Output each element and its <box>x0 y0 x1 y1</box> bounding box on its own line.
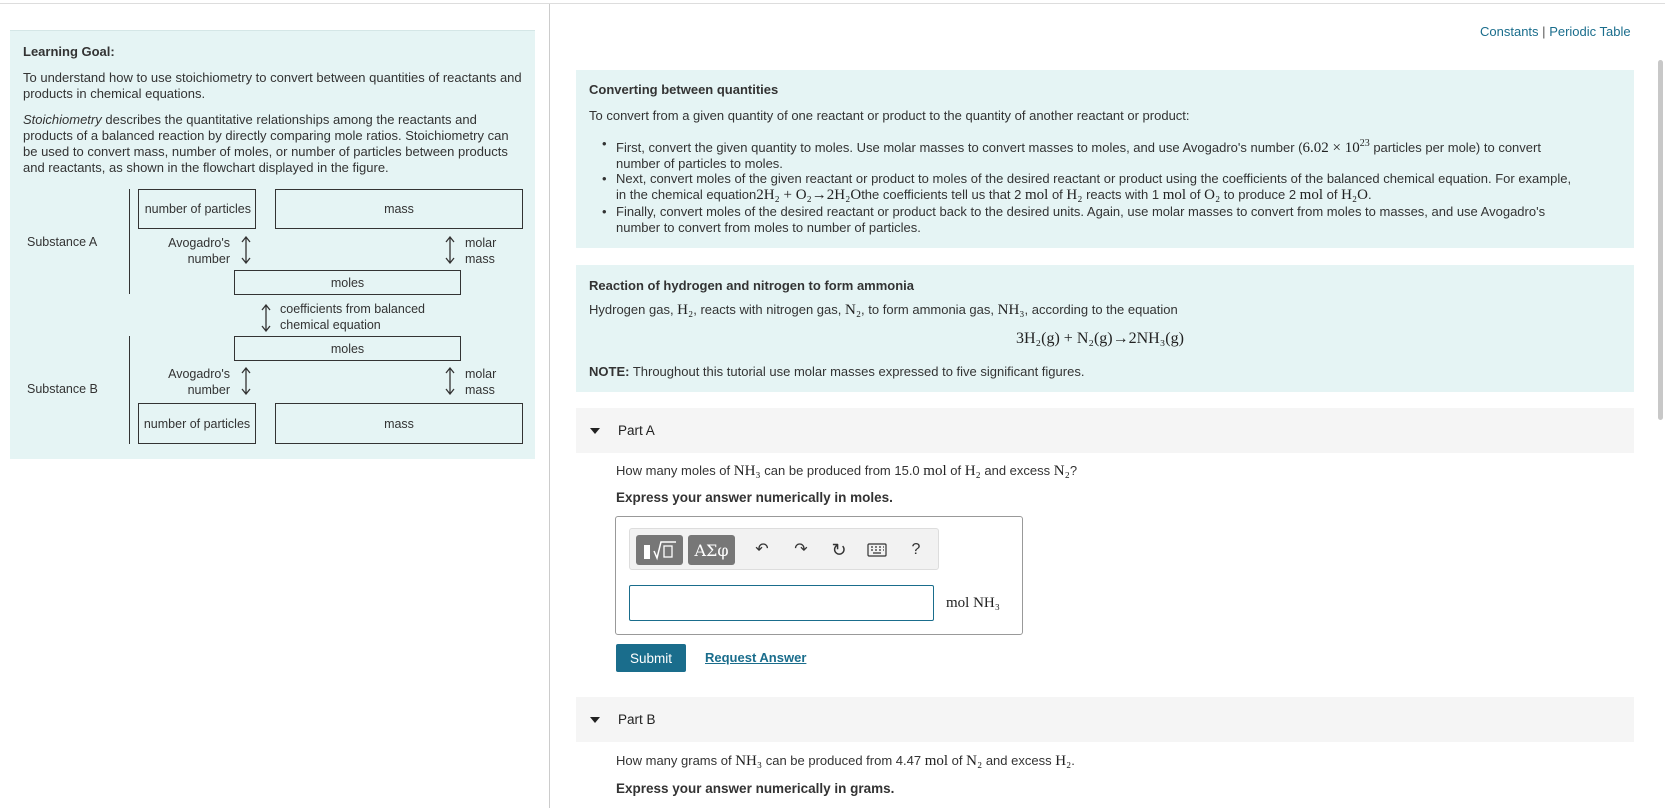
qa-t5: ? <box>1069 463 1078 478</box>
converting-box <box>576 70 1634 248</box>
reaction-title: Reaction of hydrogen and nitrogen to form ammonia <box>589 278 915 293</box>
substance-a-bracket <box>129 189 130 294</box>
qa-t3: of <box>946 463 965 478</box>
mol-unit: mol <box>1025 187 1049 203</box>
part-a-question <box>616 463 1077 480</box>
note-label: NOTE: <box>589 364 630 379</box>
mol-unit: mol <box>1162 187 1187 203</box>
answer-box <box>615 516 1023 635</box>
substance-b-label: Substance B <box>27 382 98 396</box>
part-b-question <box>616 753 1075 770</box>
updown-arrow-icon <box>444 367 456 395</box>
qb-t5: . <box>1071 753 1075 768</box>
bullet-next-t7: . <box>1368 187 1372 202</box>
undo-icon[interactable]: ↶ <box>755 541 769 558</box>
answer-unit: mol NH₃ <box>946 595 1000 611</box>
n2-formula: N₂ <box>844 302 862 318</box>
bullet-next-t5: to produce 2 <box>1220 187 1300 202</box>
greek-button[interactable]: ΑΣφ <box>688 535 735 565</box>
keyboard-icon[interactable] <box>866 539 888 561</box>
qb-t1: How many grams of <box>616 753 736 768</box>
avogadro-number <box>1303 140 1370 156</box>
converting-title: Converting between quantities <box>589 82 779 97</box>
h2-formula: H₂ <box>677 302 694 318</box>
reaction-t1: Hydrogen gas, <box>589 302 678 317</box>
n2-formula: N₂ <box>1053 463 1070 479</box>
nh3-formula: NH₃ <box>733 463 761 479</box>
top-border <box>0 3 1665 4</box>
updown-arrow-icon <box>240 236 252 264</box>
h2-formula: H₂ <box>1066 187 1083 203</box>
constants-link[interactable]: Constants <box>1480 24 1539 39</box>
substance-b-bracket <box>129 336 130 444</box>
answer-input[interactable] <box>629 585 934 621</box>
qa-t4: and excess <box>980 463 1054 478</box>
coefficients-label: coefficients from balanced chemical equation <box>280 302 425 332</box>
stoichiometry-desc: describes the quantitative relationships among the reactants and products of a balanced reaction by directly comparing mole ratios. Stoichiometry can be used to convert mass, number of moles, or number of particles between products and reactants, as shown in the flowchart displayed in the figure. <box>23 112 509 175</box>
part-b-header[interactable] <box>576 697 1634 742</box>
part-b-label: Part B <box>618 712 656 727</box>
substance-a-label: Substance A <box>27 235 98 249</box>
keyboard-glyph <box>867 543 887 557</box>
n2-formula: N₂ <box>966 753 983 769</box>
templates-icon <box>642 539 678 561</box>
updown-arrow-icon <box>444 236 456 264</box>
h2o-formula: H₂O <box>1341 187 1368 203</box>
qb-t3: of <box>948 753 967 768</box>
nh3-formula: NH₃ <box>997 302 1025 318</box>
reaction-box <box>576 265 1634 392</box>
avogadro-label-a: Avogadro's number <box>168 236 230 266</box>
reaction-text <box>589 302 1178 318</box>
part-a-label: Part A <box>618 423 655 438</box>
math-toolbar <box>629 528 939 570</box>
particles-box-b: number of particles <box>138 403 256 444</box>
o2-formula: O₂ <box>1204 187 1221 203</box>
bullet-finally: • Finally, convert moles of the desired reactant or product back to the desired units. Again, use molar masses to convert from moles to masses, and use Avogadro's number to convert from moles to number of particles. <box>616 204 1576 236</box>
avogadro-exponent: 23 <box>1359 138 1370 149</box>
part-a-instruction: Express your answer numerically in moles. <box>616 490 893 505</box>
h2-formula: H₂ <box>1055 753 1072 769</box>
learning-goal-panel <box>10 30 535 459</box>
reset-icon[interactable]: ↻ <box>831 540 847 560</box>
molar-mass-label-a: molar mass <box>465 236 497 266</box>
converting-intro: To convert from a given quantity of one reactant or product to the quantity of another reactant or product: <box>589 108 1190 123</box>
templates-button[interactable] <box>636 535 683 565</box>
part-b-instruction: Express your answer numerically in grams. <box>616 781 895 796</box>
part-a-header[interactable] <box>576 408 1634 453</box>
mass-box-b: mass <box>275 403 523 444</box>
h2-formula: H₂ <box>964 463 981 479</box>
stoichiometry-term: Stoichiometry <box>23 112 102 127</box>
submit-button[interactable]: Submit <box>616 644 686 672</box>
particles-box-a: number of particles <box>138 189 256 229</box>
updown-arrow-icon <box>240 367 252 395</box>
redo-icon[interactable]: ↷ <box>794 541 808 558</box>
bullet-next-t2: of <box>1048 187 1067 202</box>
bullet-next-t6: of <box>1323 187 1342 202</box>
help-icon[interactable]: ? <box>911 541 921 558</box>
learning-goal-text: To understand how to use stoichiometry to convert between quantities of reactants and products in chemical equations. <box>23 70 522 101</box>
qb-t4: and excess <box>982 753 1056 768</box>
example-equation: 2H₂ + O₂→2H₂O <box>756 187 862 203</box>
panel-divider <box>549 4 550 808</box>
periodic-table-link[interactable]: Periodic Table <box>1549 24 1631 39</box>
request-answer-link[interactable]: Request Answer <box>705 650 807 665</box>
bullet-next <box>616 171 1576 203</box>
avogadro-label-b: Avogadro's number <box>168 367 230 397</box>
link-separator: | <box>1542 24 1546 39</box>
mass-box-a: mass <box>275 189 523 229</box>
learning-goal-title: Learning Goal: <box>23 44 115 59</box>
bullet-first-text: First, convert the given quantity to moles. Use molar masses to convert masses to moles, and use Avogadro's number ( <box>616 140 1303 155</box>
bullet-next-t1: the coefficients tell us that 2 <box>861 187 1025 202</box>
qa-t1: How many moles of <box>616 463 734 478</box>
bullet-next-text: Next, convert moles of the given reactant or product to moles of the desired reactant or product using the coefficients of the balanced chemical equation. For example, in the chemical equation <box>616 171 1572 202</box>
reaction-equation: 3H₂(g) + N₂(g)→2NH₃(g) <box>1016 330 1184 347</box>
scrollbar[interactable] <box>1658 60 1663 420</box>
avogadro-base: 6.02 × 10 <box>1302 140 1360 156</box>
moles-box-b: moles <box>234 336 461 361</box>
reaction-t2: , reacts with nitrogen gas, <box>693 302 845 317</box>
bullet-next-t4: of <box>1186 187 1205 202</box>
updown-arrow-icon <box>260 304 272 332</box>
qa-t2: can be produced from 15.0 <box>760 463 924 478</box>
reaction-t3: , to form ammonia gas, <box>861 302 998 317</box>
moles-box-a: moles <box>234 270 461 295</box>
bullet-first <box>616 136 1576 172</box>
resource-links <box>1480 24 1631 39</box>
reaction-t4: , according to the equation <box>1024 302 1178 317</box>
collapse-caret-icon[interactable] <box>590 717 600 723</box>
bullet-first-end: particles per mole) to convert number of particles to moles. <box>616 140 1541 171</box>
molar-mass-label-b: molar mass <box>465 367 497 397</box>
bullet-next-t3: reacts with 1 <box>1082 187 1163 202</box>
collapse-caret-icon[interactable] <box>590 428 600 434</box>
note-text: Throughout this tutorial use molar masses expressed to five significant figures. <box>629 364 1085 379</box>
mol-unit: mol <box>924 753 949 769</box>
note <box>589 364 1084 380</box>
stoichiometry-text <box>23 112 513 176</box>
mol-unit: mol <box>923 463 947 479</box>
qb-t2: can be produced from 4.47 <box>762 753 925 768</box>
mol-unit: mol <box>1299 187 1324 203</box>
nh3-formula: NH₃ <box>735 753 763 769</box>
